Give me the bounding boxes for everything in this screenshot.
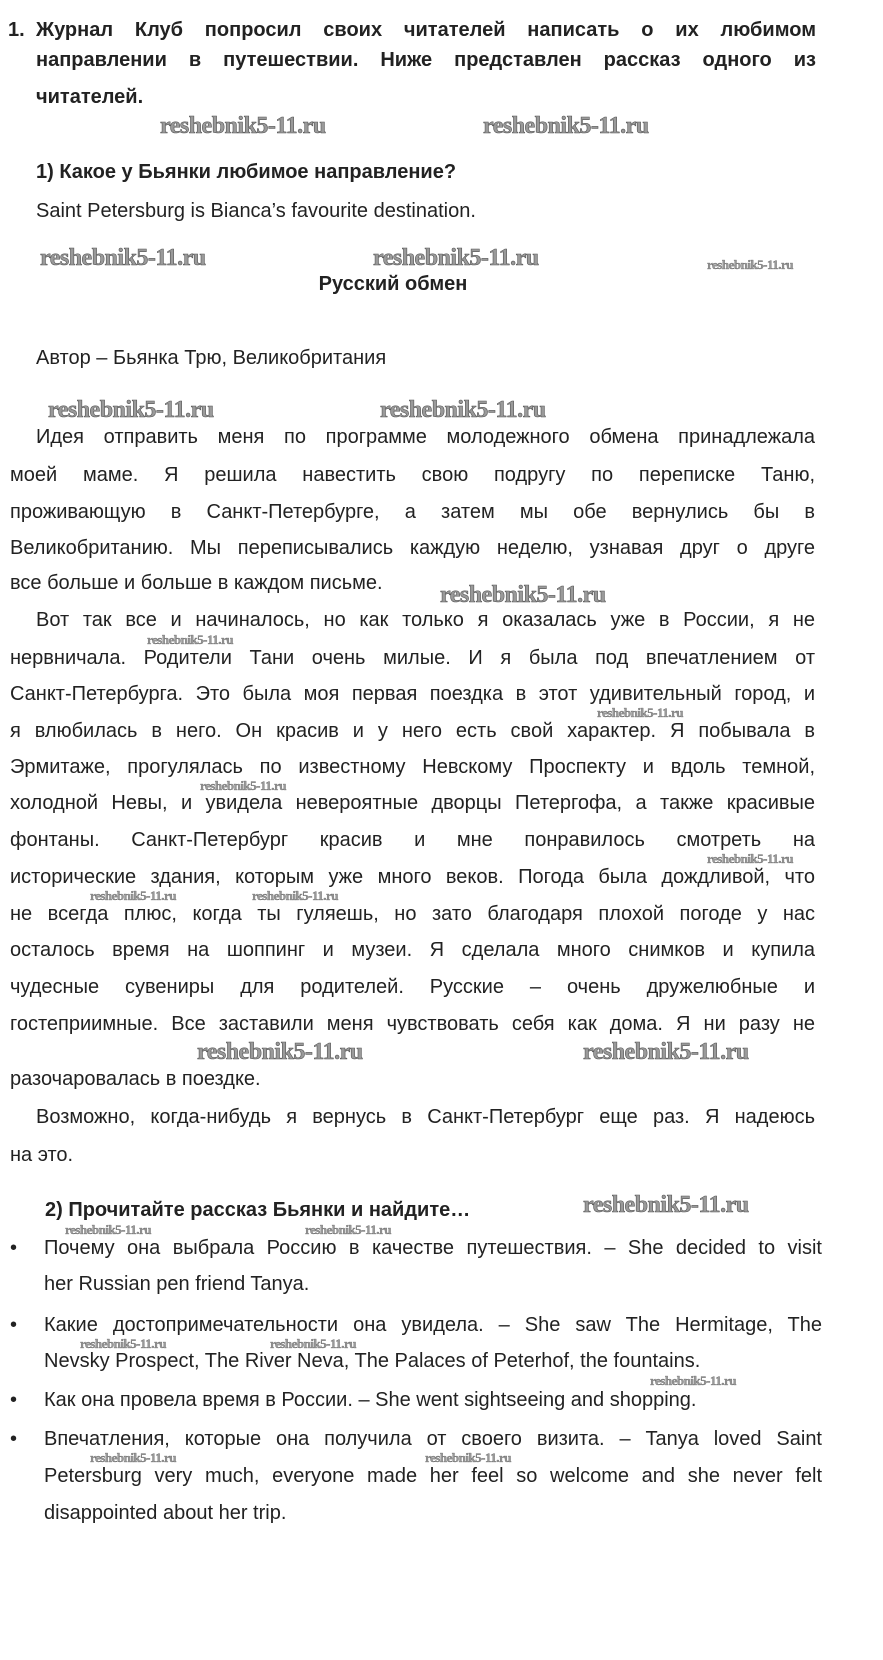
text-line: на это. xyxy=(10,1144,74,1166)
watermark: reshebnik5-11.ru xyxy=(197,1039,363,1065)
answer-1: Saint Petersburg is Bianca’s favourite destination. xyxy=(36,200,476,222)
text-line: не всегда плюс, когда ты гуляешь, но зато благодаря плохой погоде у нас xyxy=(10,903,815,925)
watermark: reshebnik5-11.ru xyxy=(707,851,794,866)
question-1: 1) Какое у Бьянки любимое направление? xyxy=(36,161,457,183)
list-item-line: Petersburg very much, everyone made her feel so welcome and she never felt xyxy=(44,1465,822,1487)
list-item-line: Почему она выбрала Россию в качестве путешествия. – She decided to visit xyxy=(44,1237,822,1259)
bullet-icon: • xyxy=(10,1428,18,1450)
watermark: reshebnik5-11.ru xyxy=(305,1222,392,1237)
task-number: 1. xyxy=(8,19,25,41)
bullet-icon: • xyxy=(10,1389,18,1411)
text-line: Санкт-Петербурга. Это была моя первая поездка в этот удивительный город, и xyxy=(10,683,815,705)
watermark: reshebnik5-11.ru xyxy=(80,1336,167,1351)
text-line: все больше и больше в каждом письме. xyxy=(10,572,383,594)
watermark: reshebnik5-11.ru xyxy=(597,705,684,720)
text-line: Вот так все и начиналось, но как только я оказалась уже в России, я не xyxy=(36,609,815,631)
bullet-icon: • xyxy=(10,1237,18,1259)
list-item-line: Nevsky Prospect, The River Neva, The Palaces of Peterhof, the fountains. xyxy=(44,1350,701,1372)
text-line: я влюбилась в него. Он красив и у него есть свой характер. Я побывала в xyxy=(10,720,815,742)
watermark: reshebnik5-11.ru xyxy=(252,888,339,903)
watermark: reshebnik5-11.ru xyxy=(440,582,606,608)
text-line: осталось время на шоппинг и музеи. Я сделала много снимков и купила xyxy=(10,939,815,961)
text-line: Возможно, когда-нибудь я вернусь в Санкт-Петербург еще раз. Я надеюсь xyxy=(36,1106,815,1128)
text-line: холодной Невы, и увидела невероятные дворцы Петергофа, а также красивые xyxy=(10,792,815,814)
task-title-line: направлении в путешествии. Ниже представлен рассказ одного из xyxy=(36,49,816,71)
watermark: reshebnik5-11.ru xyxy=(90,888,177,903)
text-line: моей маме. Я решила навестить свою подругу по переписке Таню, xyxy=(10,464,815,486)
bullet-icon: • xyxy=(10,1314,18,1336)
watermark: reshebnik5-11.ru xyxy=(425,1450,512,1465)
watermark: reshebnik5-11.ru xyxy=(200,778,287,793)
list-item-line: her Russian pen friend Tanya. xyxy=(44,1273,310,1295)
watermark: reshebnik5-11.ru xyxy=(65,1222,152,1237)
story-title: Русский обмен xyxy=(318,273,468,295)
text-line: Великобританию. Мы переписывались каждую неделю, узнавая друг о друге xyxy=(10,537,815,559)
task-title-line: Журнал Клуб попросил своих читателей написать о их любимом xyxy=(36,19,816,41)
text-line: разочаровалась в поездке. xyxy=(10,1068,261,1090)
list-item-line: disappointed about her trip. xyxy=(44,1502,287,1524)
watermark: reshebnik5-11.ru xyxy=(380,397,546,423)
watermark: reshebnik5-11.ru xyxy=(48,397,214,423)
text-line: нервничала. Родители Тани очень милые. И я была под впечатлением от xyxy=(10,647,815,669)
watermark: reshebnik5-11.ru xyxy=(90,1450,177,1465)
list-item-line: Впечатления, которые она получила от своего визита. – Tanya loved Saint xyxy=(44,1428,822,1450)
text-line: Эрмитаже, прогулялась по известному Невскому Проспекту и вдоль темной, xyxy=(10,756,815,778)
question-2: 2) Прочитайте рассказ Бьянки и найдите… xyxy=(45,1199,471,1221)
text-line: чудесные сувениры для родителей. Русские – очень дружелюбные и xyxy=(10,976,815,998)
task-title-line: читателей. xyxy=(36,86,144,108)
watermark: reshebnik5-11.ru xyxy=(583,1039,749,1065)
watermark: reshebnik5-11.ru xyxy=(583,1192,749,1218)
watermark: reshebnik5-11.ru xyxy=(160,113,326,139)
text-line: проживающую в Санкт-Петербурге, а затем мы обе вернулись бы в xyxy=(10,501,815,523)
story-author: Автор – Бьянка Трю, Великобритания xyxy=(36,347,387,369)
watermark: reshebnik5-11.ru xyxy=(147,632,234,647)
list-item-line: Какие достопримечательности она увидела. – She saw The Hermitage, The xyxy=(44,1314,822,1336)
watermark: reshebnik5-11.ru xyxy=(270,1336,357,1351)
list-item-line: Как она провела время в России. – She went sightseeing and shopping. xyxy=(44,1389,697,1411)
watermark: reshebnik5-11.ru xyxy=(40,245,206,271)
text-line: гостеприимные. Все заставили меня чувствовать себя как дома. Я ни разу не xyxy=(10,1013,815,1035)
text-line: фонтаны. Санкт-Петербург красив и мне понравилось смотреть на xyxy=(10,829,815,851)
watermark: reshebnik5-11.ru xyxy=(483,113,649,139)
text-line: Идея отправить меня по программе молодежного обмена принадлежала xyxy=(36,426,815,448)
watermark: reshebnik5-11.ru xyxy=(707,257,794,272)
text-line: исторические здания, которым уже много веков. Погода была дождливой, что xyxy=(10,866,815,888)
watermark: reshebnik5-11.ru xyxy=(373,245,539,271)
watermark: reshebnik5-11.ru xyxy=(650,1373,737,1388)
